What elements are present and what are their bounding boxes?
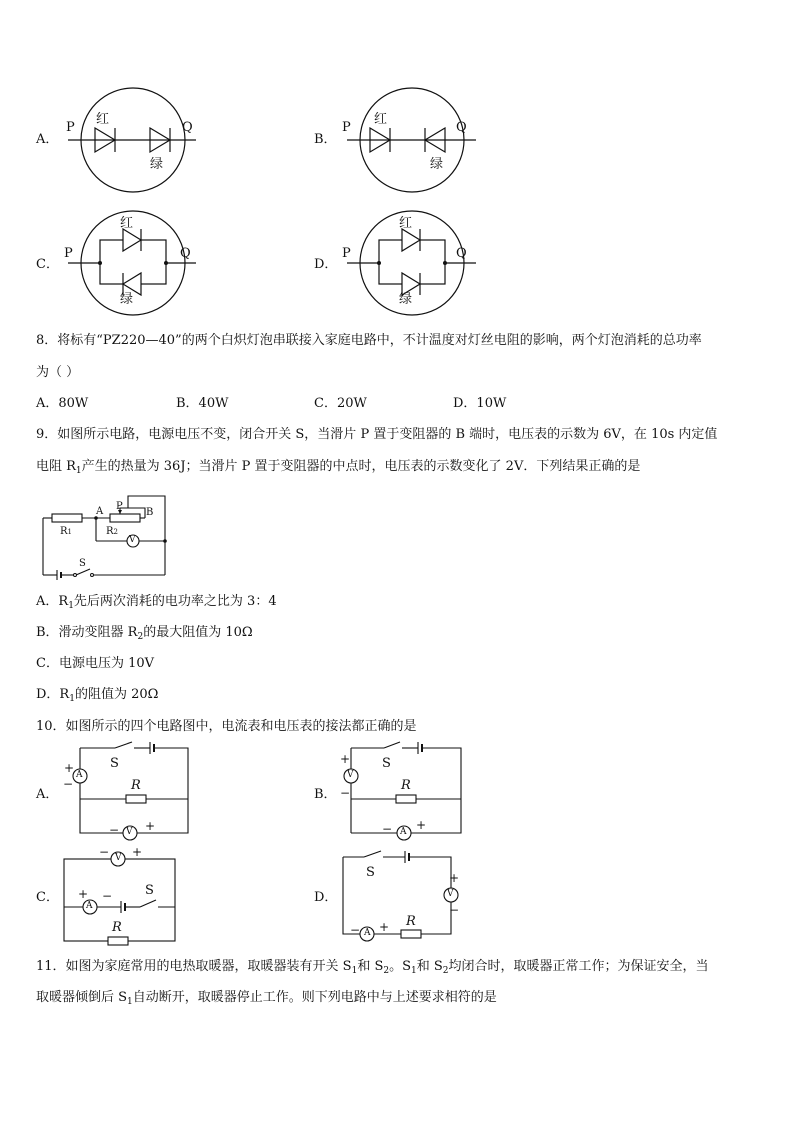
- q10-c-voltmeter-minus: −: [99, 845, 110, 859]
- q9-choice-d: D．$R_1$的阻值为 20Ω: [36, 687, 159, 704]
- q10-c-ammeter-a: A: [86, 901, 93, 911]
- q10-label-d: D．: [314, 890, 338, 905]
- q10-d-voltmeter-plus: +: [449, 871, 460, 885]
- q10-d-ammeter-minus: −: [350, 923, 361, 937]
- q8-choice-b: B．40W: [176, 396, 229, 411]
- q7-d-green: 绿: [399, 292, 413, 307]
- q9-fig-label-s: S: [79, 558, 86, 569]
- q10-b-ammeter-minus: −: [382, 822, 393, 836]
- q7-a-p: P: [66, 120, 75, 135]
- q7-c-red: 红: [120, 216, 134, 231]
- q9-fig-label-r2: R2: [106, 526, 118, 537]
- q7-a-red: 红: [96, 112, 110, 127]
- q7-d-red: 红: [399, 216, 413, 231]
- q10-b-resistor-label: R: [401, 778, 411, 793]
- q10-a-voltmeter-minus: −: [109, 823, 120, 837]
- q8-choice-c: C．20W: [314, 396, 367, 411]
- q8-choice-a: A．80W: [36, 396, 89, 411]
- q10-label-a: A．: [36, 787, 59, 802]
- q7-d-p: P: [342, 246, 351, 261]
- q10-b-voltmeter-v: V: [347, 770, 354, 780]
- q9-choice-c: C．电源电压为 10V: [36, 656, 155, 671]
- q10-b-voltmeter-plus: +: [340, 752, 351, 766]
- q9-stem-line1: 9．如图所示电路，电源电压不变，闭合开关 S，当滑片 P 置于变阻器的 B 端时，电压表的示数为 6V，在 10s 内定值: [36, 427, 718, 442]
- q10-c-voltmeter-plus: +: [132, 845, 143, 859]
- q10-c-ammeter-minus: −: [102, 889, 113, 903]
- q7-option-a-label: A．: [36, 132, 59, 147]
- q9-fig-label-b: B: [146, 507, 154, 518]
- q7-a-green: 绿: [150, 157, 164, 172]
- q10-c-switch-label: S: [145, 883, 154, 898]
- q7-d-q: Q: [456, 246, 467, 261]
- q10-d-voltmeter-minus: −: [449, 903, 460, 917]
- q9-stem-line2: 电阻 $R_1$产生的热量为 36J；当滑片 P 置于变阻器的中点时，电压表的示数变化了 2V．下列结果正确的是: [36, 459, 641, 476]
- q9-fig-label-a: A: [96, 506, 104, 517]
- q9-choice-b: B．滑动变阻器 $R_2$的最大阻值为 10Ω: [36, 625, 253, 642]
- q10-a-switch-label: S: [110, 756, 119, 771]
- q9-choice-a: A．$R_1$先后两次消耗的电功率之比为 3：4: [36, 594, 277, 611]
- q10-d-voltmeter-v: V: [447, 889, 454, 899]
- q10-b-voltmeter-minus: −: [340, 786, 351, 800]
- q11-stem-line1: 11．如图为家庭常用的电热取暖器，取暖器装有开关 $S_1$和 $S_2$。$S_1$和 $S_2$均闭合时，取暖器正常工作；为保证安全，当: [36, 959, 709, 976]
- q10-a-voltmeter-plus: +: [145, 819, 156, 833]
- q7-b-q: Q: [456, 120, 467, 135]
- q8-stem-line1: 8．将标有“PZ220—40”的两个白炽灯泡串联接入家庭电路中，不计温度对灯丝电阻的影响，两个灯泡消耗的总功率: [36, 333, 702, 348]
- q9-fig-label-p: P: [116, 501, 123, 512]
- q10-d-resistor-label: R: [406, 914, 416, 929]
- q7-option-c-label: C．: [36, 257, 59, 272]
- q7-b-red: 红: [374, 112, 388, 127]
- q10-a-voltmeter-v: V: [126, 827, 133, 837]
- q8-choice-d: D．10W: [453, 396, 507, 411]
- q7-b-p: P: [342, 120, 351, 135]
- q10-d-switch-label: S: [366, 865, 375, 880]
- q7-c-q: Q: [180, 246, 191, 261]
- q10-b-ammeter-plus: +: [416, 818, 427, 832]
- q7-a-q: Q: [182, 120, 193, 135]
- q10-a-ammeter-a: A: [76, 770, 83, 780]
- q10-label-b: B．: [314, 787, 337, 802]
- q10-a-ammeter-minus: −: [63, 777, 74, 791]
- q7-c-green: 绿: [120, 292, 134, 307]
- q11-stem-line2: 取暖器倾倒后 $S_1$自动断开，取暖器停止工作。则下列电路中与上述要求相符的是: [36, 990, 497, 1007]
- q10-a-resistor-label: R: [131, 778, 141, 793]
- q10-label-c: C．: [36, 890, 59, 905]
- q10-stem: 10．如图所示的四个电路图中，电流表和电压表的接法都正确的是: [36, 719, 417, 734]
- q7-option-b-label: B．: [314, 132, 337, 147]
- q10-circuit-d: [343, 851, 458, 941]
- q9-fig-voltmeter-v: V: [129, 535, 136, 545]
- q10-b-switch-label: S: [382, 756, 391, 771]
- q10-b-ammeter-a: A: [400, 827, 407, 837]
- q10-c-ammeter-plus: +: [78, 887, 89, 901]
- q10-d-ammeter-a: A: [364, 928, 371, 938]
- q10-c-voltmeter-v: V: [115, 853, 122, 863]
- q10-c-resistor-label: R: [112, 920, 122, 935]
- q7-option-d-label: D．: [314, 257, 338, 272]
- q7-c-p: P: [64, 246, 73, 261]
- q9-fig-label-r1: R1: [60, 526, 72, 537]
- q8-stem-line2: 为（ ）: [36, 365, 80, 380]
- q10-a-ammeter-plus: +: [64, 761, 75, 775]
- q7-b-green: 绿: [430, 157, 444, 172]
- q10-d-ammeter-plus: +: [379, 920, 390, 934]
